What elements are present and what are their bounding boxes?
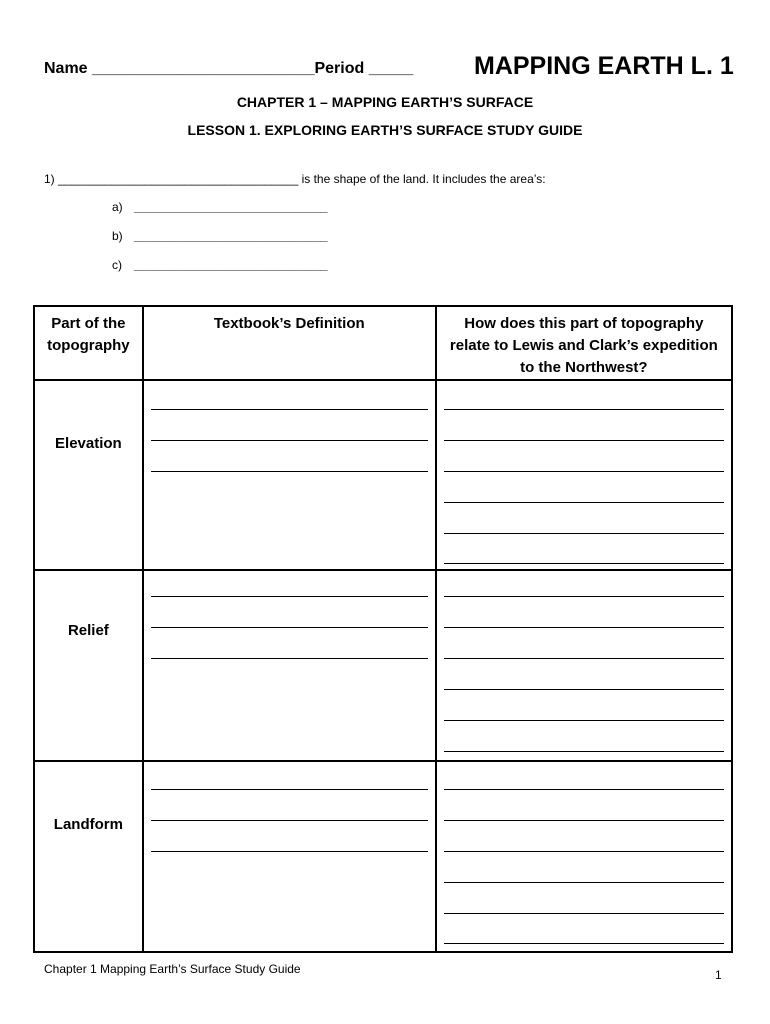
subitem-blank[interactable]: _____________________________ bbox=[134, 258, 328, 272]
subitem-b[interactable] bbox=[112, 229, 328, 243]
subitem-blank[interactable]: _____________________________ bbox=[134, 200, 328, 214]
relation-cell[interactable] bbox=[436, 761, 732, 952]
table-row bbox=[34, 761, 732, 952]
definition-cell[interactable] bbox=[143, 380, 436, 570]
table-header-row bbox=[34, 306, 732, 380]
topography-table bbox=[33, 305, 733, 953]
row-label-relief: Relief bbox=[34, 570, 143, 761]
question-1[interactable]: 1) ____________________________________ is the shape of the land. It includes the area’s: bbox=[44, 172, 546, 186]
header-part: Part of the topography bbox=[34, 306, 143, 380]
footer-text: Chapter 1 Mapping Earth’s Surface Study Guide bbox=[44, 962, 301, 976]
subitem-label: c) bbox=[112, 258, 122, 272]
page-number: 1 bbox=[715, 968, 722, 982]
definition-cell[interactable] bbox=[143, 570, 436, 761]
lesson-heading: LESSON 1. EXPLORING EARTH’S SURFACE STUDY GUIDE bbox=[187, 122, 583, 138]
subitem-c[interactable] bbox=[112, 258, 328, 272]
subitem-label: b) bbox=[112, 229, 123, 243]
name-period-line[interactable]: Name _________________________Period _____ bbox=[44, 60, 414, 77]
relation-cell[interactable] bbox=[436, 380, 732, 570]
row-label-landform: Landform bbox=[34, 761, 143, 952]
subitem-a[interactable] bbox=[112, 200, 328, 214]
row-label-elevation: Elevation bbox=[34, 380, 143, 570]
subitem-label: a) bbox=[112, 200, 123, 214]
table-row bbox=[34, 570, 732, 761]
header-relation: How does this part of topography relate to Lewis and Clark’s expedition to the Northwest? bbox=[436, 306, 732, 380]
table-row bbox=[34, 380, 732, 570]
chapter-heading: CHAPTER 1 – MAPPING EARTH’S SURFACE bbox=[236, 94, 534, 110]
page-title: MAPPING EARTH L. 1 bbox=[474, 52, 734, 80]
relation-cell[interactable] bbox=[436, 570, 732, 761]
definition-cell[interactable] bbox=[143, 761, 436, 952]
header-definition: Textbook’s Definition bbox=[143, 306, 436, 380]
subitem-blank[interactable]: _____________________________ bbox=[134, 229, 328, 243]
